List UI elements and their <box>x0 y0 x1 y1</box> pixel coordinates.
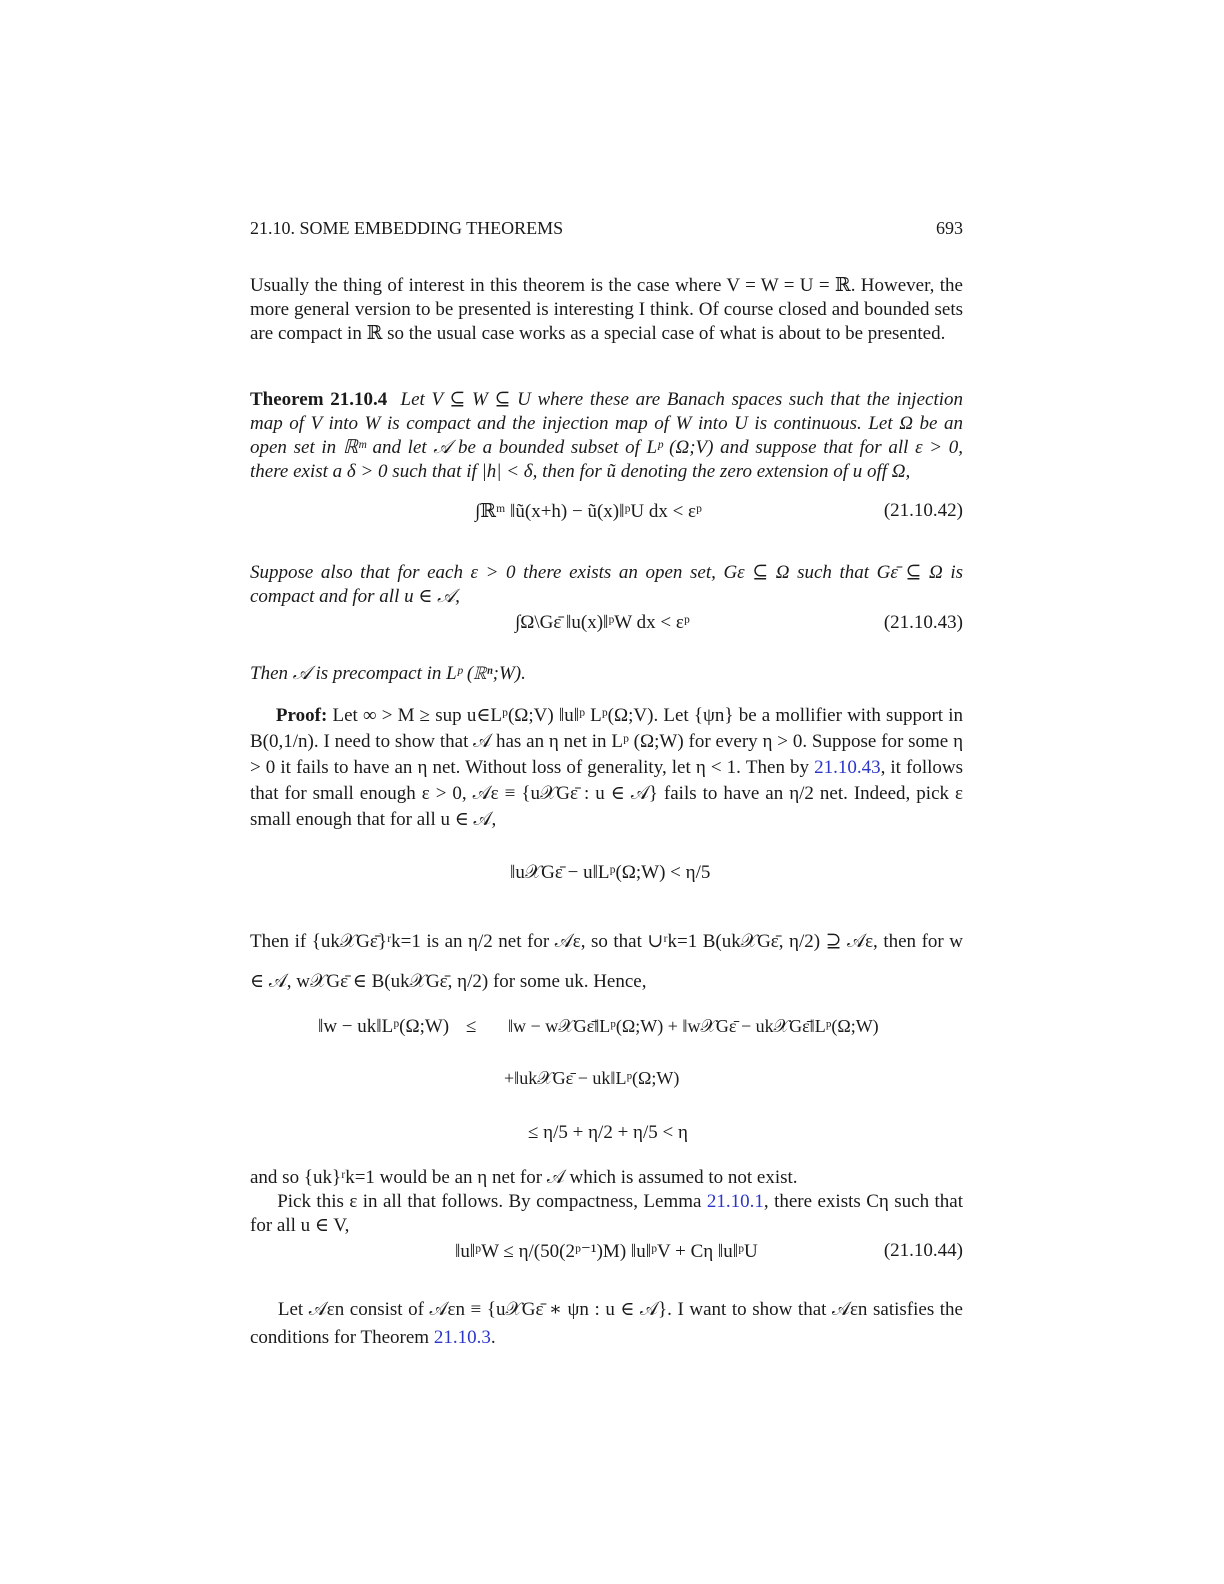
aligned-inequality <box>318 1016 963 1146</box>
equation-ref-link[interactable]: 21.10.43 <box>814 757 881 778</box>
theorem-block <box>250 388 963 484</box>
proof-text-5a: Let 𝒜εn consist of 𝒜εn ≡ {u𝒳Gε̄ ∗ ψn : u ∈ 𝒜}. I want to show that 𝒜εn satisfies the conditions for Theorem <box>250 1299 963 1348</box>
proof-text-4b: , there exists Cη such that for all u ∈ V, <box>250 1191 964 1236</box>
proof-paragraph-5 <box>250 1296 963 1352</box>
equation-44-number: (21.10.44) <box>883 1240 963 1261</box>
proof-text-5b: . <box>490 1327 496 1348</box>
aligned-rhs-line-3: ≤ η/5 + η/2 + η/5 < η <box>528 1122 688 1143</box>
then-text: Then 𝒜 is precompact in Lᵖ (ℝⁿ;W). <box>250 663 526 684</box>
proof-paragraph-2 <box>250 922 963 1002</box>
then-paragraph <box>250 662 963 686</box>
proof-text-4a: Pick this ε in all that follows. By compactness, Lemma <box>277 1191 702 1212</box>
equation-44 <box>250 1240 963 1280</box>
theorem-label: Theorem 21.10.4 <box>250 389 388 410</box>
suppose-paragraph <box>250 561 963 609</box>
equation-42-number: (21.10.42) <box>883 500 963 521</box>
intro-paragraph <box>250 274 963 346</box>
proof-text-2: Then if {uk𝒳Gε̄}ʳk=1 is an η/2 net for 𝒜ε, so that ∪ʳk=1 B(uk𝒳Gε̄, η/2) ⊇ 𝒜ε, then for w ∈ 𝒜, w𝒳Gε̄ ∈ B(uk𝒳Gε̄, η/2) for some uk. Hence, <box>250 931 963 992</box>
intro-text: Usually the thing of interest in this theorem is the case where V = W = U = ℝ. However, the more general version to be presented is interesting I think. Of course closed and bounded sets are compact in ℝ so the usual case works as a special case of what is about to be presented. <box>250 275 963 344</box>
equation-43 <box>250 612 963 652</box>
suppose-text: Suppose also that for each ε > 0 there exists an open set, Gε ⊆ Ω such that Gε̄ ⊆ Ω is compact and for all u ∈ 𝒜, <box>250 562 963 607</box>
equation-44-math: ‖u‖ᵖW ≤ η/(50(2ᵖ⁻¹)M) ‖u‖ᵖV + Cη ‖u‖ᵖU <box>455 1241 758 1262</box>
aligned-lhs: ‖w − uk‖Lᵖ(Ω;W) <box>318 1016 450 1037</box>
proof-text-3: and so {uk}ʳk=1 would be an η net for 𝒜 which is assumed to not exist. <box>250 1167 798 1188</box>
lemma-ref-link[interactable]: 21.10.1 <box>706 1191 764 1212</box>
equation-42 <box>250 500 963 540</box>
aligned-rhs-line-2: +‖uk𝒳Gε̄ − uk‖Lᵖ(Ω;W) <box>504 1068 680 1088</box>
section-title: 21.10. SOME EMBEDDING THEOREMS <box>250 218 564 238</box>
equation-43-math: ∫Ω\Gε̄ ‖u(x)‖ᵖW dx < εᵖ <box>515 612 690 633</box>
proof-text-1: Let ∞ > M ≥ sup u∈Lᵖ(Ω;V) ‖u‖ᵖ Lᵖ(Ω;V). Let {ψn} be a mollifier with support in B(0,1/n). I need to show that 𝒜 has an η net in Lᵖ (Ω;W) for every η > 0. Suppose for some η > 0 it fails to have an η net. Without loss of generality, let η < 1. Then by <box>250 705 964 778</box>
theorem-text: Let V ⊆ W ⊆ U where these are Banach spaces such that the injection map of V into W is compact and the injection map of W into U is continuous. Let Ω be an open set in ℝᵐ and let 𝒜 be a bounded subset of Lᵖ (Ω;V) and suppose that for all ε > 0, there exist a δ > 0 such that if |h| < δ, then for ũ denoting the zero extension of u off Ω, <box>250 389 964 482</box>
running-header <box>250 218 963 244</box>
theorem-ref-link[interactable]: 21.10.3 <box>433 1327 491 1348</box>
aligned-rhs-line-1: ‖w − w𝒳Gε̄‖Lᵖ(Ω;W) + ‖w𝒳Gε̄ − uk𝒳Gε̄‖Lᵖ(Ω;W) <box>508 1016 879 1036</box>
proof-label: Proof: <box>275 705 328 726</box>
proof-paragraph-3 <box>250 1166 963 1238</box>
equation-42-math: ∫ℝᵐ ‖ũ(x+h) − ũ(x)‖ᵖU dx < εᵖ <box>475 501 702 522</box>
proof-text-1b: , it follows that for small enough ε > 0, 𝒜ε ≡ {u𝒳Gε̄ : u ∈ 𝒜} fails to have an η/2 net. Indeed, pick ε small enough that for all u ∈ 𝒜, <box>250 757 964 830</box>
page-number: 693 <box>936 218 963 238</box>
proof-paragraph-1 <box>250 703 963 833</box>
aligned-operator: ≤ <box>466 1016 477 1037</box>
equation-43-number: (21.10.43) <box>883 612 963 633</box>
inequality-math: ‖u𝒳Gε̄ − u‖Lᵖ(Ω;W) < η/5 <box>510 862 711 883</box>
inequality-block <box>250 862 963 902</box>
